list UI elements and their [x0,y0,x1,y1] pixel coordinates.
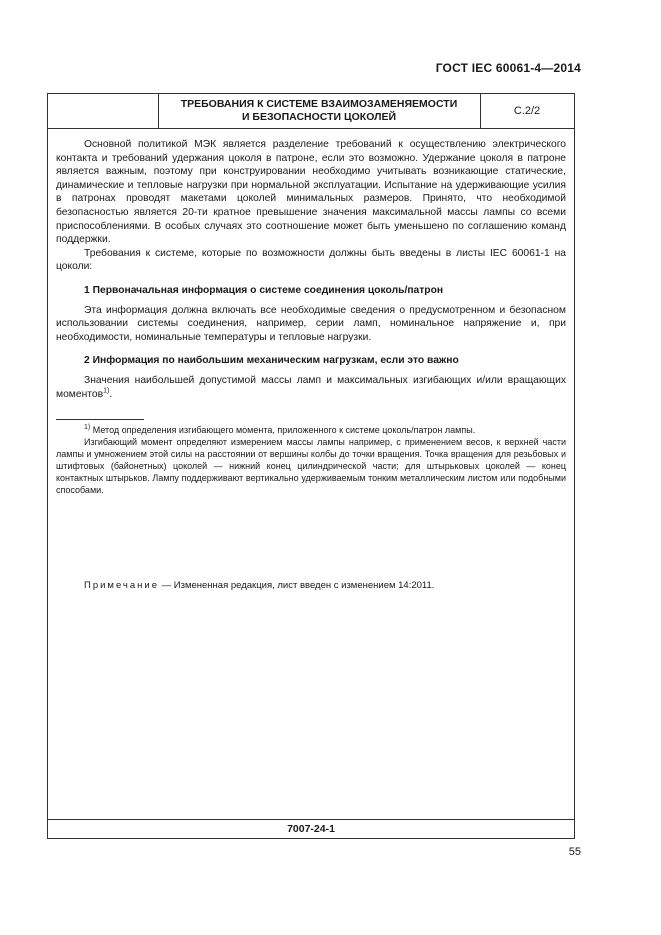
paragraph-section-1: Эта информация должна включать все необходимые сведения о предусмотренном и безопасном использовании системы соединения, например, серии ламп, номинальное напряжение и, при необходимости, номинальные температуры и тепловые нагрузки. [56,304,566,343]
paragraph-section-2-end: . [109,388,113,400]
footnote-line1: Метод определения изгибающего момента, приложенного к системе цоколь/патрон лампы. [92,425,476,436]
paragraph-section-2 [56,374,566,401]
header-empty-cell [48,94,159,128]
footnote-reference: 1) [103,387,110,395]
sheet-number: С.2/2 [513,105,541,117]
footnote-title [56,424,566,436]
section-heading-1: 1 Первоначальная информация о системе соединения цоколь/патрон [84,284,444,296]
paragraph-requirements-intro: Требования к системе, которые по возможности должны быть введены в листы IEC 60061-1 на цоколи: [56,247,566,273]
sheet-header [48,94,574,129]
note-text: — Измененная редакция, лист введен с изменением 14:2011. [159,580,435,591]
sheet-title [158,94,481,128]
sheet-title-line1: ТРЕБОВАНИЯ К СИСТЕМЕ ВЗАИМОЗАМЕНЯЕМОСТИ [180,98,458,110]
footnote-body: Изгибающий момент определяют измерением массы лампы например, с применением весов, к верхней части лампы и умножением этой силы на расстоянии от вершины колбы до точки вращения. Точка вращения для резьбовых и штифтовых (байонетных) цоколей — нижний конец цилиндрической части; для штырьковых цоколей — конец контактных штырьков. Лампу поддерживают вертикально удерживаемым тонким металлическим листом или подобными способами. [56,437,566,496]
paragraph-section-2-text: Значения наибольшей допустимой массы ламп и максимальных изгибающих и/или вращающих моментов [56,374,566,400]
sheet-body [56,138,566,496]
paragraph-policy: Основной политикой МЭК является разделение требований к осуществлению электрического контакта и требований удержания цоколя в патроне, если это возможно. Удержание цоколя в патроне является важным, поэтому при конструировании необходимо учитывать возникающие статические, динамические и тепловые нагрузки при нормальной эксплуатации. Испытание на удерживающие усилия в патронах проводят макетами цоколей минимальных размеров. Принято, что необходимой безопасностью является 20-ти кратное превышение значения максимальной массы лампы со всеми приспособлениями. В особых случаях это соотношение может быть уменьшено по соглашению команд поддержки. [56,139,566,246]
page-number: 55 [568,846,581,858]
footnote-divider [56,419,144,420]
section-heading-2: 2 Информация по наибольшим механическим нагрузкам, если это важно [84,355,459,367]
note-label: Примечание [84,580,159,591]
standard-code: ГОСТ IEC 60061-4—2014 [435,61,581,75]
amendment-note [84,580,434,591]
sheet-frame [47,93,575,839]
footnote-mark: 1) [84,424,91,432]
sheet-title-line2: И БЕЗОПАСНОСТИ ЦОКОЛЕЙ [241,111,397,123]
sheet-code: 7007-24-1 [48,819,574,838]
